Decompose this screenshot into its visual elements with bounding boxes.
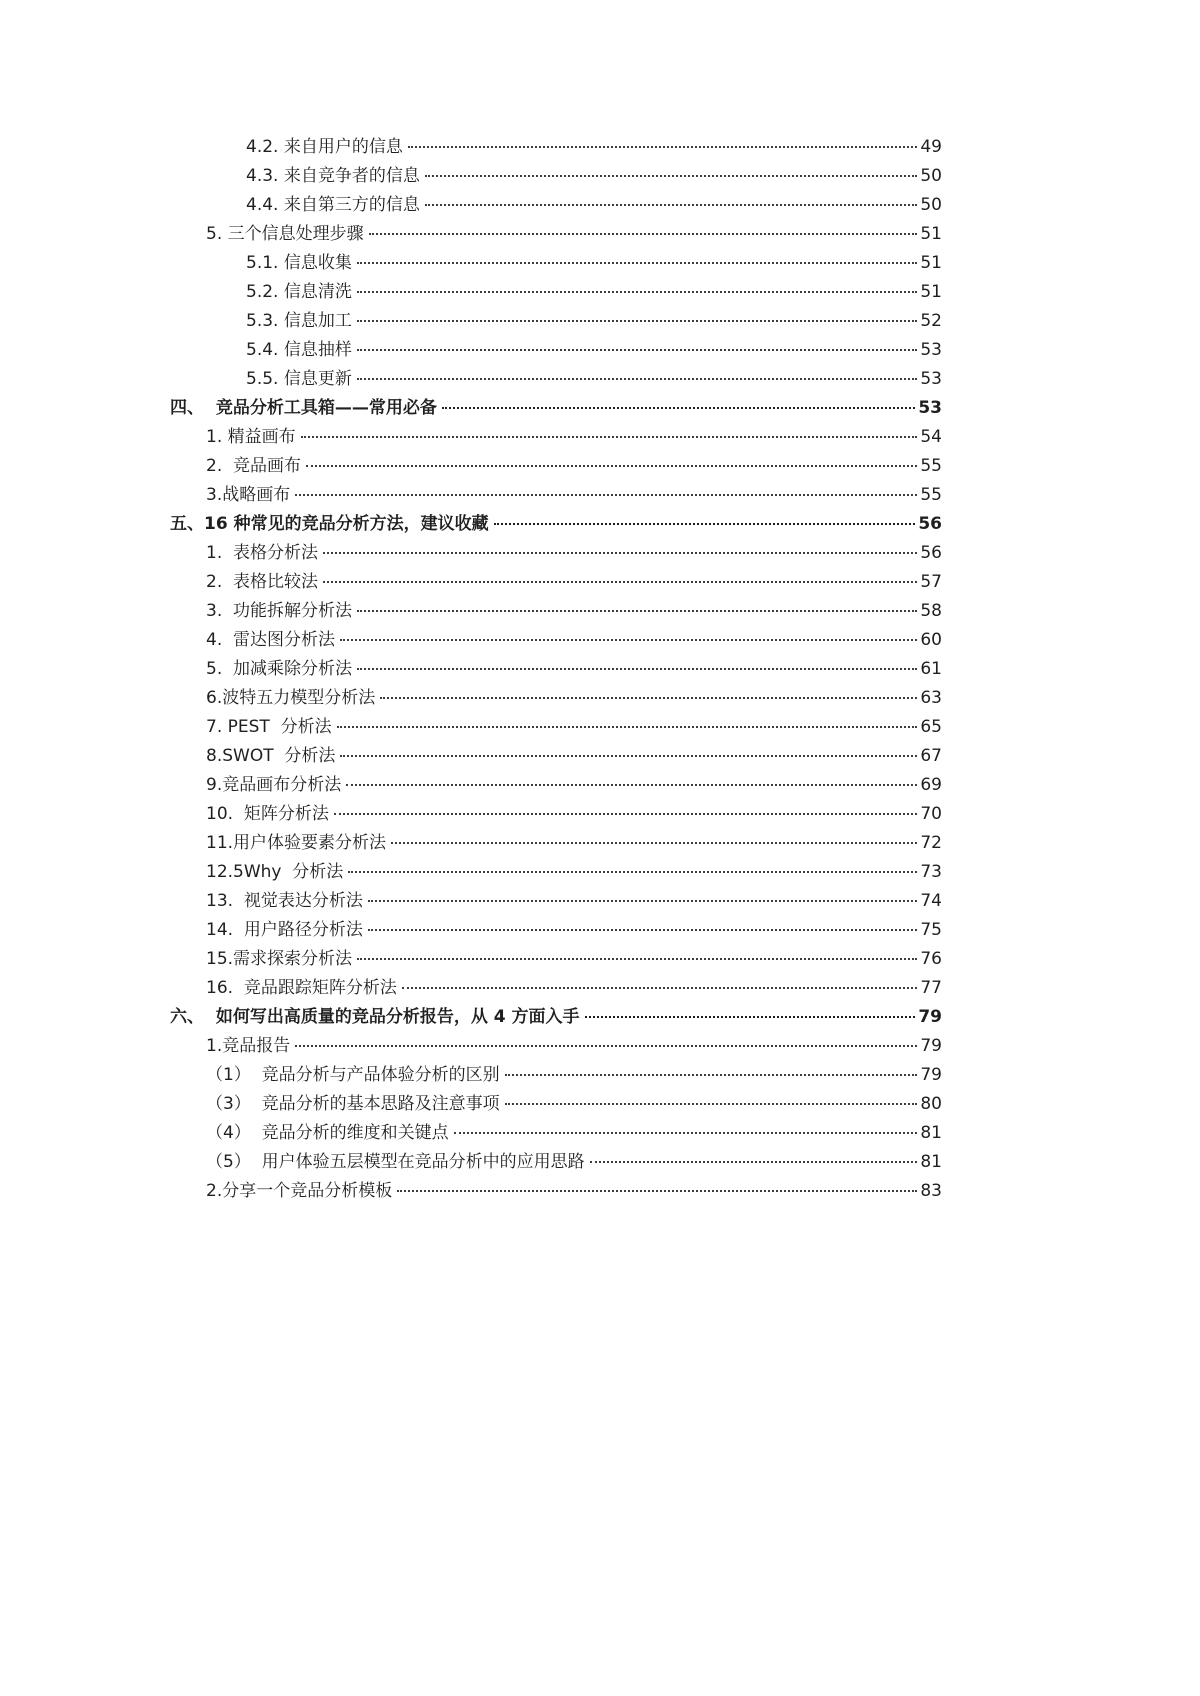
- toc-page-number: 70: [920, 804, 942, 824]
- toc-entry[interactable]: [246, 307, 942, 336]
- toc-entry-label: 2. 表格比较法: [206, 572, 319, 592]
- toc-dot-leader: [357, 349, 918, 351]
- toc-dot-leader: [425, 175, 918, 177]
- toc-page-number: 53: [920, 340, 942, 360]
- toc-entry[interactable]: [206, 974, 942, 1003]
- toc-page-number: 51: [920, 253, 942, 273]
- toc-page-number: 69: [920, 775, 942, 795]
- toc-page-number: 57: [920, 572, 942, 592]
- toc-entry[interactable]: [206, 713, 942, 742]
- toc-entry[interactable]: [206, 626, 942, 655]
- toc-entry[interactable]: [206, 1090, 942, 1119]
- toc-dot-leader: [368, 900, 918, 902]
- toc-entry-label: 5.1. 信息收集: [246, 253, 352, 273]
- toc-entry[interactable]: [206, 568, 942, 597]
- toc-page-number: 52: [920, 311, 942, 331]
- toc-dot-leader: [357, 610, 917, 612]
- toc-entry-label: 10. 矩阵分析法: [206, 804, 329, 824]
- toc-entry-label: 1.竞品报告: [206, 1036, 291, 1056]
- toc-entry[interactable]: [170, 394, 942, 423]
- toc-entry[interactable]: [246, 249, 942, 278]
- toc-page-number: 55: [920, 485, 942, 505]
- toc-dot-leader: [323, 581, 917, 583]
- toc-page-number: 60: [920, 630, 942, 650]
- toc-page-number: 53: [918, 398, 942, 418]
- toc-page-number: 81: [920, 1152, 942, 1172]
- toc-entry[interactable]: [206, 916, 942, 945]
- toc-entry[interactable]: [206, 220, 942, 249]
- toc-page-number: 56: [918, 514, 942, 534]
- toc-entry-label: 五、16 种常见的竞品分析方法，建议收藏: [170, 514, 489, 534]
- toc-entry-label: 11.用户体验要素分析法: [206, 833, 387, 853]
- toc-page-number: 49: [920, 137, 942, 157]
- toc-entry[interactable]: [206, 1061, 942, 1090]
- toc-entry-label: 8.SWOT 分析法: [206, 746, 336, 766]
- toc-entry-label: 六、 如何写出高质量的竞品分析报告，从 4 方面入手: [170, 1007, 580, 1027]
- toc-entry[interactable]: [206, 655, 942, 684]
- toc-page-number: 50: [920, 166, 942, 186]
- toc-page-number: 79: [920, 1065, 942, 1085]
- toc-entry[interactable]: [206, 481, 942, 510]
- toc-entry-label: 4.3. 来自竞争者的信息: [246, 166, 420, 186]
- toc-page-number: 55: [920, 456, 942, 476]
- toc-entry[interactable]: [206, 1177, 942, 1206]
- toc-entry-label: 1. 表格分析法: [206, 543, 319, 563]
- toc-entry[interactable]: [206, 452, 942, 481]
- toc-dot-leader: [494, 523, 916, 525]
- toc-entry[interactable]: [246, 336, 942, 365]
- toc-page-number: 79: [918, 1007, 942, 1027]
- toc-dot-leader: [402, 987, 918, 989]
- toc-dot-leader: [368, 929, 918, 931]
- toc-entry[interactable]: [206, 1148, 942, 1177]
- toc-entry-label: 3. 功能拆解分析法: [206, 601, 353, 621]
- toc-entry[interactable]: [206, 771, 942, 800]
- toc-dot-leader: [334, 813, 918, 815]
- toc-entry[interactable]: [206, 858, 942, 887]
- toc-dot-leader: [295, 494, 917, 496]
- toc-entry-label: （3） 竞品分析的基本思路及注意事项: [206, 1094, 500, 1114]
- toc-entry-label: 四、 竞品分析工具箱——常用必备: [170, 398, 437, 418]
- toc-dot-leader: [380, 697, 917, 699]
- toc-entry-label: 3.战略画布: [206, 485, 291, 505]
- toc-dot-leader: [357, 320, 918, 322]
- toc-entry[interactable]: [206, 684, 942, 713]
- toc-page-number: 79: [920, 1036, 942, 1056]
- toc-page-number: 73: [920, 862, 942, 882]
- toc-dot-leader: [391, 842, 917, 844]
- toc-dot-leader: [357, 291, 918, 293]
- toc-entry-label: 4. 雷达图分析法: [206, 630, 336, 650]
- toc-dot-leader: [357, 958, 917, 960]
- toc-dot-leader: [369, 233, 918, 235]
- toc-page-number: 72: [920, 833, 942, 853]
- toc-page-number: 51: [920, 282, 942, 302]
- toc-entry[interactable]: [206, 742, 942, 771]
- toc-dot-leader: [323, 552, 917, 554]
- toc-dot-leader: [454, 1132, 918, 1134]
- toc-entry-label: 1. 精益画布: [206, 427, 296, 447]
- toc-dot-leader: [505, 1103, 918, 1105]
- toc-entry-label: 4.2. 来自用户的信息: [246, 137, 403, 157]
- toc-entry[interactable]: [206, 945, 942, 974]
- toc-page-number: 54: [920, 427, 942, 447]
- toc-dot-leader: [295, 1045, 917, 1047]
- toc-entry-label: 5. 加减乘除分析法: [206, 659, 353, 679]
- toc-entry[interactable]: [246, 133, 942, 162]
- toc-entry[interactable]: [206, 800, 942, 829]
- toc-entry-label: 6.波特五力模型分析法: [206, 688, 376, 708]
- toc-dot-leader: [425, 204, 918, 206]
- toc-dot-leader: [340, 755, 917, 757]
- toc-entry[interactable]: [246, 278, 942, 307]
- toc-entry-label: 4.4. 来自第三方的信息: [246, 195, 420, 215]
- toc-entry-label: 5.3. 信息加工: [246, 311, 352, 331]
- toc-dot-leader: [442, 407, 915, 409]
- toc-dot-leader: [585, 1016, 916, 1018]
- toc-entry-label: （4） 竞品分析的维度和关键点: [206, 1123, 449, 1143]
- toc-entry[interactable]: [206, 887, 942, 916]
- toc-page-number: 56: [920, 543, 942, 563]
- toc-entry[interactable]: [206, 1032, 942, 1061]
- table-of-contents: [170, 133, 942, 1206]
- toc-entry-label: 15.需求探索分析法: [206, 949, 353, 969]
- toc-entry[interactable]: [206, 423, 942, 452]
- toc-page-number: 63: [920, 688, 942, 708]
- toc-dot-leader: [590, 1161, 918, 1163]
- toc-dot-leader: [348, 871, 917, 873]
- toc-page-number: 61: [920, 659, 942, 679]
- toc-entry-label: 9.竞品画布分析法: [206, 775, 342, 795]
- toc-dot-leader: [357, 262, 918, 264]
- toc-page-number: 75: [920, 920, 942, 940]
- toc-entry[interactable]: [170, 510, 942, 539]
- toc-entry[interactable]: [206, 597, 942, 626]
- toc-dot-leader: [357, 378, 918, 380]
- toc-dot-leader: [337, 726, 918, 728]
- toc-entry[interactable]: [246, 365, 942, 394]
- toc-entry-label: 5.4. 信息抽样: [246, 340, 352, 360]
- toc-entry[interactable]: [206, 1119, 942, 1148]
- toc-dot-leader: [408, 146, 918, 148]
- toc-entry[interactable]: [246, 191, 942, 220]
- toc-page-number: 67: [920, 746, 942, 766]
- toc-entry-label: 5. 三个信息处理步骤: [206, 224, 364, 244]
- toc-page-number: 80: [920, 1094, 942, 1114]
- toc-entry[interactable]: [206, 829, 942, 858]
- toc-entry-label: 16. 竞品跟踪矩阵分析法: [206, 978, 397, 998]
- toc-dot-leader: [505, 1074, 918, 1076]
- toc-page-number: 74: [920, 891, 942, 911]
- toc-entry-label: 5.5. 信息更新: [246, 369, 352, 389]
- toc-entry-label: 2.分享一个竞品分析模板: [206, 1181, 393, 1201]
- toc-dot-leader: [301, 436, 918, 438]
- toc-dot-leader: [340, 639, 917, 641]
- toc-entry[interactable]: [246, 162, 942, 191]
- toc-page-number: 65: [920, 717, 942, 737]
- toc-page-number: 81: [920, 1123, 942, 1143]
- toc-page-number: 77: [920, 978, 942, 998]
- toc-entry-label: 14. 用户路径分析法: [206, 920, 363, 940]
- toc-dot-leader: [357, 668, 917, 670]
- toc-dot-leader: [306, 465, 917, 467]
- toc-entry-label: 12.5Why 分析法: [206, 862, 344, 882]
- toc-entry[interactable]: [170, 1003, 942, 1032]
- toc-page-number: 83: [920, 1181, 942, 1201]
- toc-page-number: 76: [920, 949, 942, 969]
- toc-page-number: 53: [920, 369, 942, 389]
- toc-entry-label: 2. 竞品画布: [206, 456, 302, 476]
- toc-page-number: 50: [920, 195, 942, 215]
- toc-entry-label: （5） 用户体验五层模型在竞品分析中的应用思路: [206, 1152, 585, 1172]
- toc-dot-leader: [397, 1190, 917, 1192]
- toc-dot-leader: [346, 784, 917, 786]
- toc-entry-label: 5.2. 信息清洗: [246, 282, 352, 302]
- toc-entry[interactable]: [206, 539, 942, 568]
- toc-page-number: 58: [920, 601, 942, 621]
- toc-entry-label: 7. PEST 分析法: [206, 717, 332, 737]
- toc-page-number: 51: [920, 224, 942, 244]
- toc-entry-label: 13. 视觉表达分析法: [206, 891, 363, 911]
- toc-entry-label: （1） 竞品分析与产品体验分析的区别: [206, 1065, 500, 1085]
